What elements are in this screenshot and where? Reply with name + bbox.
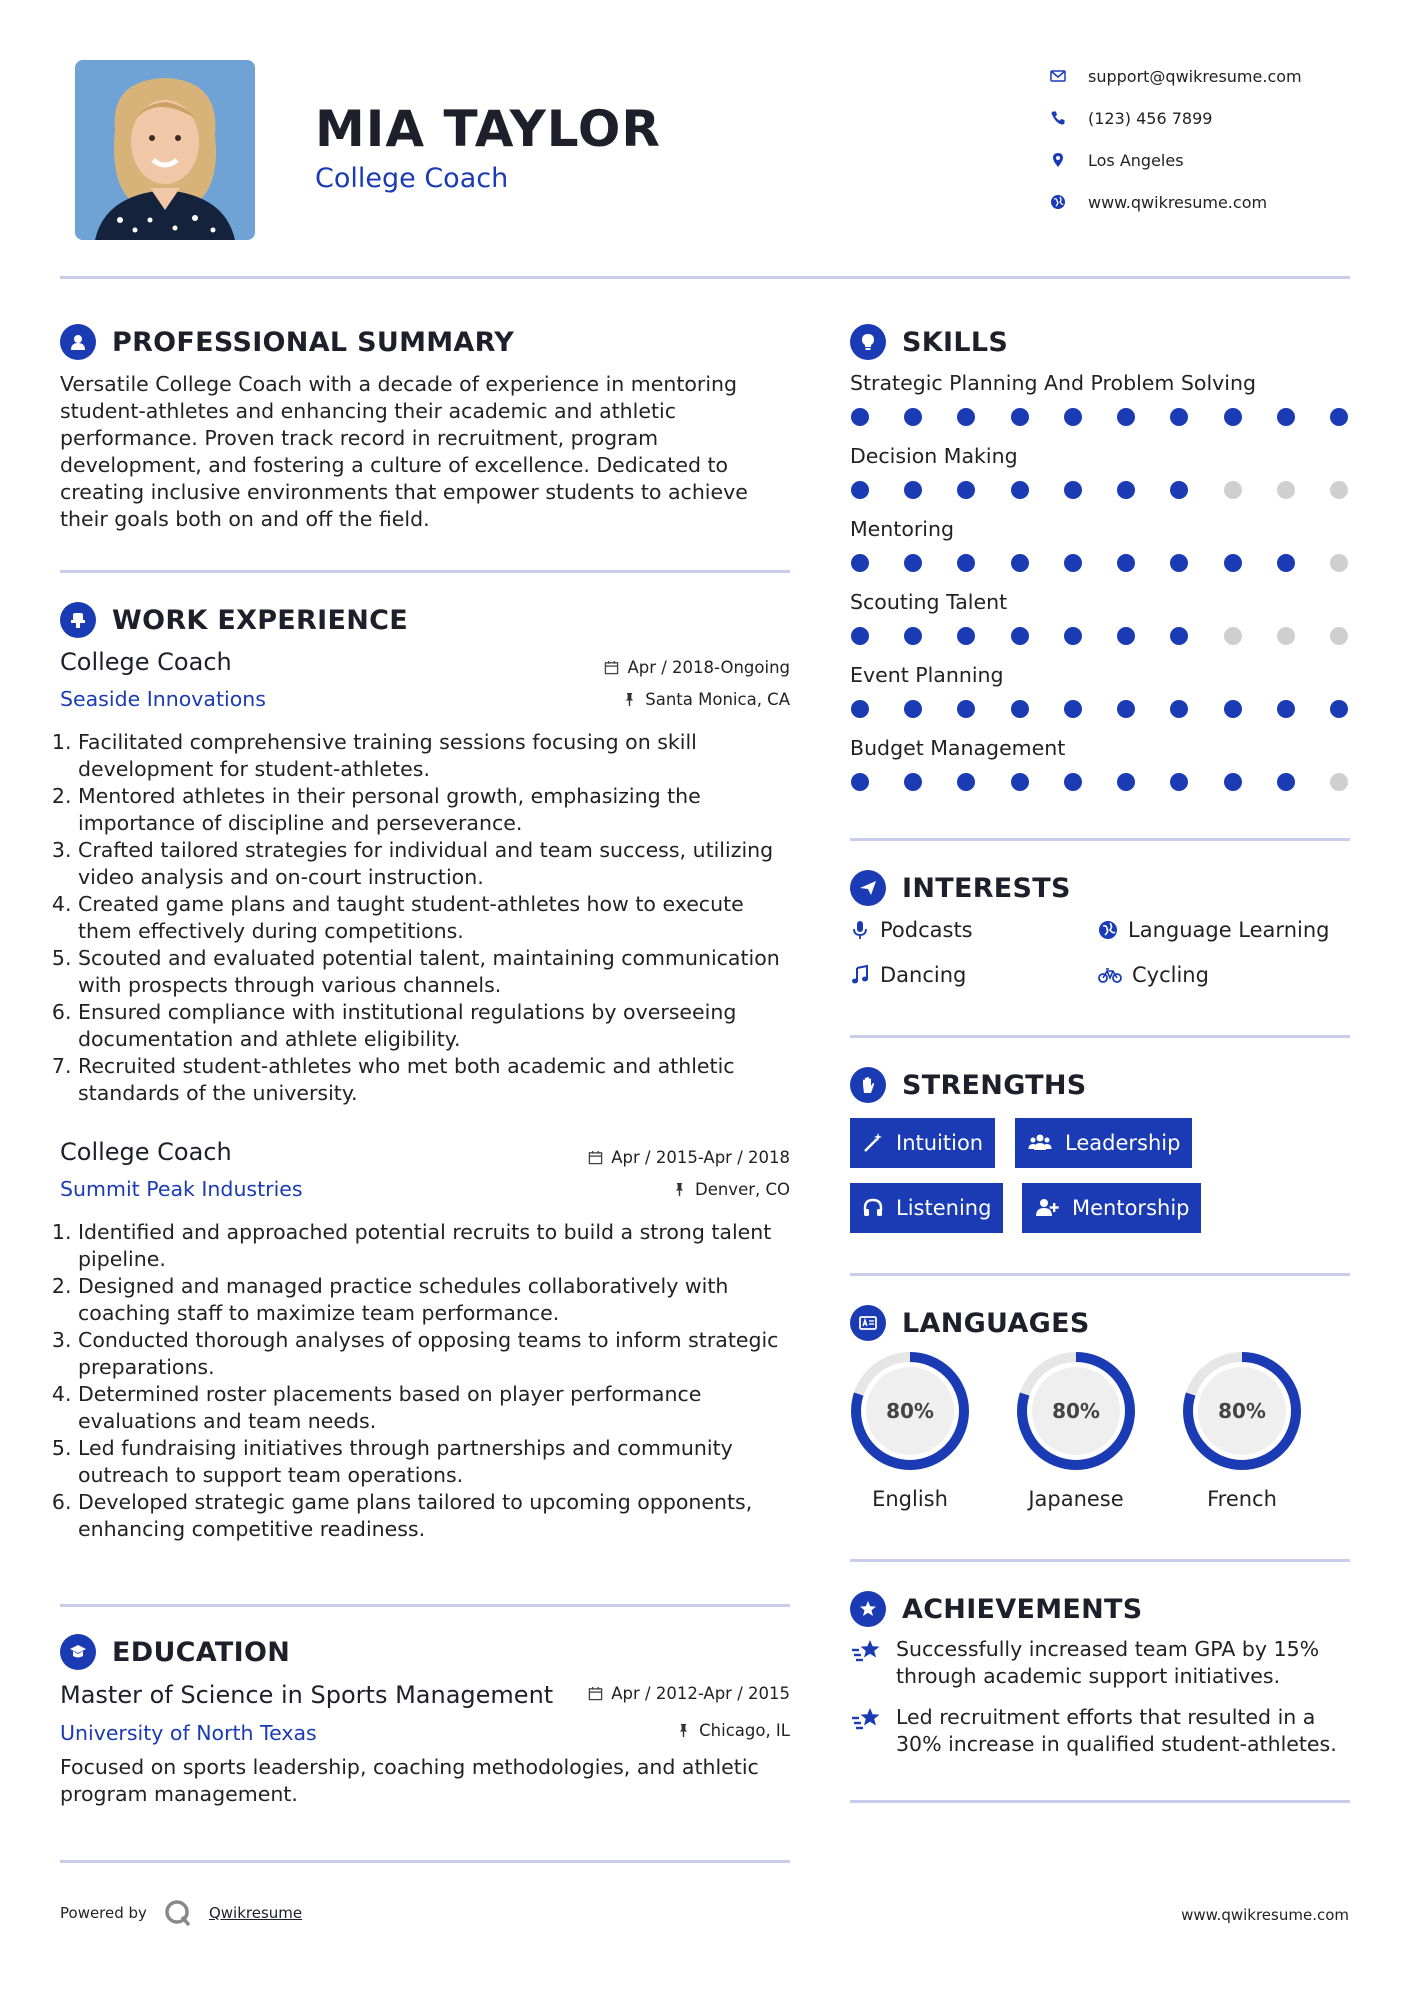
skill-dot-filled xyxy=(1011,408,1029,426)
list-item: 4. Determined roster placements based on player performance evaluations and team needs. xyxy=(78,1381,800,1435)
skill-dot-filled xyxy=(957,627,975,645)
map-pin-icon xyxy=(1050,152,1088,168)
list-item: 6. Ensured compliance with institutional regulations by overseeing documentation and athlete eligibility. xyxy=(78,999,800,1053)
paper-plane-icon xyxy=(850,870,886,906)
skill-dot-filled xyxy=(1011,773,1029,791)
languages-heading: LANGUAGES xyxy=(902,1307,1090,1339)
powered-by-label: Powered by xyxy=(60,1904,147,1922)
graduation-icon xyxy=(60,1634,96,1670)
education-header xyxy=(60,1634,290,1670)
skill-dot-filled xyxy=(1224,700,1242,718)
skill-dot-filled xyxy=(1170,408,1188,426)
pushpin-icon xyxy=(672,1182,687,1197)
skill-dot-filled xyxy=(957,554,975,572)
job-1-dates-text: Apr / 2018-Ongoing xyxy=(627,658,790,677)
hand-icon xyxy=(850,1067,886,1103)
achievements-heading: ACHIEVEMENTS xyxy=(902,1593,1143,1625)
skill-dot-filled xyxy=(1277,408,1295,426)
interest-label: Cycling xyxy=(1132,963,1209,987)
language-name: French xyxy=(1207,1487,1277,1511)
skill-dot-filled xyxy=(851,700,869,718)
education-dates xyxy=(450,1684,790,1703)
job-2-title: College Coach xyxy=(60,1138,232,1166)
skill-name: Scouting Talent xyxy=(850,590,1008,614)
profile-photo xyxy=(75,60,255,240)
skill-dot-filled xyxy=(1011,627,1029,645)
languages-divider xyxy=(850,1559,1350,1562)
calendar-icon xyxy=(588,1150,603,1165)
skill-name: Decision Making xyxy=(850,444,1018,468)
skill-dot-filled xyxy=(851,554,869,572)
contact-email-text: support@qwikresume.com xyxy=(1088,66,1302,86)
candidate-title: College Coach xyxy=(315,163,509,194)
contact-phone[interactable] xyxy=(1050,97,1380,139)
footer-website-link[interactable]: www.qwikresume.com xyxy=(1181,1906,1349,1924)
education-location-text: Chicago, IL xyxy=(699,1721,790,1740)
skill-dot-filled xyxy=(1330,700,1348,718)
interests-divider xyxy=(850,1035,1350,1038)
skill-dot-empty xyxy=(1224,481,1242,499)
skill-dot-filled xyxy=(1011,554,1029,572)
skill-dot-empty xyxy=(1277,627,1295,645)
achievement-text: Successfully increased team GPA by 15% through academic support initiatives. xyxy=(896,1637,1320,1688)
interest-podcasts xyxy=(850,918,973,942)
language-name: Japanese xyxy=(1028,1487,1124,1511)
language-progress-ring xyxy=(849,1350,971,1472)
briefcase-icon xyxy=(60,602,96,638)
skill-dot-empty xyxy=(1330,481,1348,499)
list-item: 6. Developed strategic game plans tailored to upcoming opponents, enhancing competitive readiness. xyxy=(78,1489,800,1543)
skill-name: Budget Management xyxy=(850,736,1066,760)
calendar-icon xyxy=(588,1686,603,1701)
skill-dot-filled xyxy=(1117,481,1135,499)
globe-icon xyxy=(1050,194,1088,210)
pushpin-icon xyxy=(676,1723,691,1738)
education-degree: Master of Science in Sports Management xyxy=(60,1681,554,1709)
education-heading: EDUCATION xyxy=(112,1636,291,1668)
skill-rating xyxy=(851,700,1348,718)
education-location xyxy=(450,1721,790,1740)
skill-dot-filled xyxy=(1117,554,1135,572)
skill-dot-filled xyxy=(904,773,922,791)
list-item: 3. Crafted tailored strategies for individual and team success, utilizing video analysis and on-court instruction. xyxy=(78,837,800,891)
education-divider xyxy=(60,1860,790,1863)
candidate-name: MIA TAYLOR xyxy=(315,100,661,158)
list-item: 5. Scouted and evaluated potential talent, maintaining communication with prospects through various channels. xyxy=(78,945,800,999)
summary-text: Versatile College Coach with a decade of experience in mentoring student-athletes and enhancing their academic and athletic performance. Proven track record in recruitment, program development, and fostering a culture of excellence. Dedicated to creating inclusive environments that empower students to achieve their goals both on and off the field. xyxy=(60,372,748,531)
qwikresume-logo-icon xyxy=(163,1898,193,1928)
envelope-icon xyxy=(1050,68,1088,84)
education-school[interactable]: University of North Texas xyxy=(60,1721,317,1745)
summary-heading: PROFESSIONAL SUMMARY xyxy=(112,326,515,358)
list-item: 3. Conducted thorough analyses of opposing teams to inform strategic preparations. xyxy=(78,1327,800,1381)
skill-dot-filled xyxy=(1170,700,1188,718)
microphone-icon xyxy=(850,920,870,940)
skill-name: Strategic Planning And Problem Solving xyxy=(850,371,1256,395)
skill-dot-filled xyxy=(904,700,922,718)
phone-icon xyxy=(1050,110,1088,126)
users-icon xyxy=(1027,1132,1053,1154)
job-1-company[interactable]: Seaside Innovations xyxy=(60,687,266,711)
strength-listening xyxy=(850,1183,1003,1233)
skill-dot-filled xyxy=(1064,700,1082,718)
job-1-dates xyxy=(450,658,790,677)
calendar-icon xyxy=(604,660,619,675)
interest-dancing xyxy=(850,963,966,987)
list-item: 1. Facilitated comprehensive training sessions focusing on skill development for student-athletes. xyxy=(78,729,800,783)
skill-dot-empty xyxy=(1277,481,1295,499)
language-percent-label: 80% xyxy=(886,1399,934,1423)
skill-dot-filled xyxy=(1170,481,1188,499)
skill-dot-filled xyxy=(1170,627,1188,645)
skill-dot-filled xyxy=(1224,773,1242,791)
contact-location-text: Los Angeles xyxy=(1088,150,1184,170)
skill-dot-filled xyxy=(851,481,869,499)
job-2-dates-text: Apr / 2015-Apr / 2018 xyxy=(611,1148,790,1167)
skill-dot-filled xyxy=(851,773,869,791)
user-icon xyxy=(60,324,96,360)
contact-location xyxy=(1050,139,1380,181)
language-progress-ring xyxy=(1181,1350,1303,1472)
language-percent-label: 80% xyxy=(1218,1399,1266,1423)
interests-header xyxy=(850,870,1071,906)
skill-dot-empty xyxy=(1330,773,1348,791)
skill-dot-filled xyxy=(851,627,869,645)
magic-wand-icon xyxy=(862,1132,884,1154)
skill-dot-filled xyxy=(1224,408,1242,426)
skills-divider xyxy=(850,838,1350,841)
headphones-icon xyxy=(862,1197,884,1219)
skill-dot-filled xyxy=(851,408,869,426)
skill-dot-filled xyxy=(1064,481,1082,499)
skill-dot-filled xyxy=(1277,773,1295,791)
skill-dot-filled xyxy=(957,408,975,426)
strength-mentorship xyxy=(1022,1183,1201,1233)
skill-dot-filled xyxy=(1064,773,1082,791)
summary-divider xyxy=(60,570,790,573)
strength-label: Listening xyxy=(896,1196,992,1220)
skill-name: Mentoring xyxy=(850,517,955,541)
language-name: English xyxy=(872,1487,948,1511)
work-heading: WORK EXPERIENCE xyxy=(112,604,408,636)
achievement-text: Led recruitment efforts that resulted in a 30% increase in qualified student-athletes. xyxy=(896,1705,1337,1756)
pushpin-icon xyxy=(622,692,637,707)
interest-cycling xyxy=(1098,963,1209,987)
skill-dot-filled xyxy=(1330,408,1348,426)
skill-dot-filled xyxy=(1064,408,1082,426)
skill-dot-filled xyxy=(1064,627,1082,645)
summary-header xyxy=(60,324,514,360)
skill-dot-filled xyxy=(1117,773,1135,791)
job-1-bullets xyxy=(60,729,800,1107)
skill-name: Event Planning xyxy=(850,663,1004,687)
strength-leadership xyxy=(1015,1118,1192,1168)
interest-language-learning xyxy=(1098,918,1329,942)
skills-header xyxy=(850,324,1008,360)
job-2-location-text: Denver, CO xyxy=(694,1180,790,1199)
bicycle-icon xyxy=(1098,965,1122,985)
skill-dot-filled xyxy=(904,481,922,499)
interest-label: Language Learning xyxy=(1128,918,1330,942)
interests-heading: INTERESTS xyxy=(902,872,1071,904)
skill-dot-empty xyxy=(1330,627,1348,645)
list-item: 7. Recruited student-athletes who met both academic and athletic standards of the university. xyxy=(78,1053,800,1107)
job-1-title: College Coach xyxy=(60,648,232,676)
star-badge-icon xyxy=(850,1591,886,1627)
interest-label: Podcasts xyxy=(880,918,973,942)
skill-dot-filled xyxy=(1277,554,1295,572)
skill-dot-empty xyxy=(1330,554,1348,572)
skill-rating xyxy=(851,627,1348,645)
strength-label: Mentorship xyxy=(1072,1196,1190,1220)
skill-dot-filled xyxy=(1170,554,1188,572)
education-description: Focused on sports leadership, coaching methodologies, and athletic program management. xyxy=(60,1755,759,1806)
skill-dot-empty xyxy=(1224,627,1242,645)
skill-rating xyxy=(851,408,1348,426)
job-1-location-text: Santa Monica, CA xyxy=(645,690,790,709)
interest-label: Dancing xyxy=(880,963,967,987)
skill-dot-filled xyxy=(957,481,975,499)
skill-dot-filled xyxy=(957,773,975,791)
strength-intuition xyxy=(850,1118,995,1168)
skill-rating xyxy=(851,773,1348,791)
achievement-item xyxy=(850,1704,1350,1758)
contact-email[interactable] xyxy=(1050,55,1380,97)
contact-phone-text: (123) 456 7899 xyxy=(1088,108,1213,128)
job-2-bullets xyxy=(60,1219,800,1543)
work-divider xyxy=(60,1604,790,1607)
achievement-item xyxy=(850,1636,1350,1690)
globe-icon xyxy=(1098,920,1118,940)
language-percent-label: 80% xyxy=(1052,1399,1100,1423)
strengths-divider xyxy=(850,1273,1350,1276)
skill-dot-filled xyxy=(957,700,975,718)
list-item: 2. Designed and managed practice schedules collaboratively with coaching staff to maximize team performance. xyxy=(78,1273,800,1327)
contact-website[interactable] xyxy=(1050,181,1380,223)
skill-dot-filled xyxy=(1170,773,1188,791)
job-2-location xyxy=(450,1180,790,1199)
footer-powered-by xyxy=(60,1898,302,1928)
skill-dot-filled xyxy=(1064,554,1082,572)
footer-brand-link[interactable]: Qwikresume xyxy=(208,1904,303,1922)
skill-dot-filled xyxy=(904,554,922,572)
skill-rating xyxy=(851,481,1348,499)
job-2-company[interactable]: Summit Peak Industries xyxy=(60,1177,303,1201)
lightbulb-icon xyxy=(850,324,886,360)
skill-dot-filled xyxy=(1011,481,1029,499)
job-2-dates xyxy=(450,1148,790,1167)
work-header xyxy=(60,602,408,638)
shooting-star-icon xyxy=(850,1636,884,1666)
header-divider xyxy=(60,276,1350,279)
job-1-location xyxy=(450,690,790,709)
user-plus-icon xyxy=(1034,1197,1060,1219)
achievements-header xyxy=(850,1591,1143,1627)
list-item: 1. Identified and approached potential recruits to build a strong talent pipeline. xyxy=(78,1219,800,1273)
strengths-heading: STRENGTHS xyxy=(902,1069,1087,1101)
strengths-header xyxy=(850,1067,1087,1103)
strength-label: Intuition xyxy=(896,1131,984,1155)
skill-rating xyxy=(851,554,1348,572)
shooting-star-icon xyxy=(850,1704,884,1734)
skill-dot-filled xyxy=(904,627,922,645)
contact-website-text: www.qwikresume.com xyxy=(1088,192,1268,212)
skill-dot-filled xyxy=(1224,554,1242,572)
list-item: 2. Mentored athletes in their personal growth, emphasizing the importance of discipline and perseverance. xyxy=(78,783,800,837)
languages-header xyxy=(850,1305,1090,1341)
music-note-icon xyxy=(850,965,870,985)
skill-dot-filled xyxy=(1117,627,1135,645)
strength-label: Leadership xyxy=(1065,1131,1181,1155)
skills-heading: SKILLS xyxy=(902,326,1009,358)
contact-list xyxy=(1050,55,1380,223)
list-item: 4. Created game plans and taught student-athletes how to execute them effectively during competitions. xyxy=(78,891,800,945)
list-item: 5. Led fundraising initiatives through partnerships and community outreach to support team operations. xyxy=(78,1435,800,1489)
skill-dot-filled xyxy=(904,408,922,426)
skill-dot-filled xyxy=(1117,408,1135,426)
skill-dot-filled xyxy=(1277,700,1295,718)
skill-dot-filled xyxy=(1011,700,1029,718)
education-dates-text: Apr / 2012-Apr / 2015 xyxy=(611,1684,790,1703)
skill-dot-filled xyxy=(1117,700,1135,718)
language-progress-ring xyxy=(1015,1350,1137,1472)
language-card-icon xyxy=(850,1305,886,1341)
achievements-divider xyxy=(850,1800,1350,1803)
